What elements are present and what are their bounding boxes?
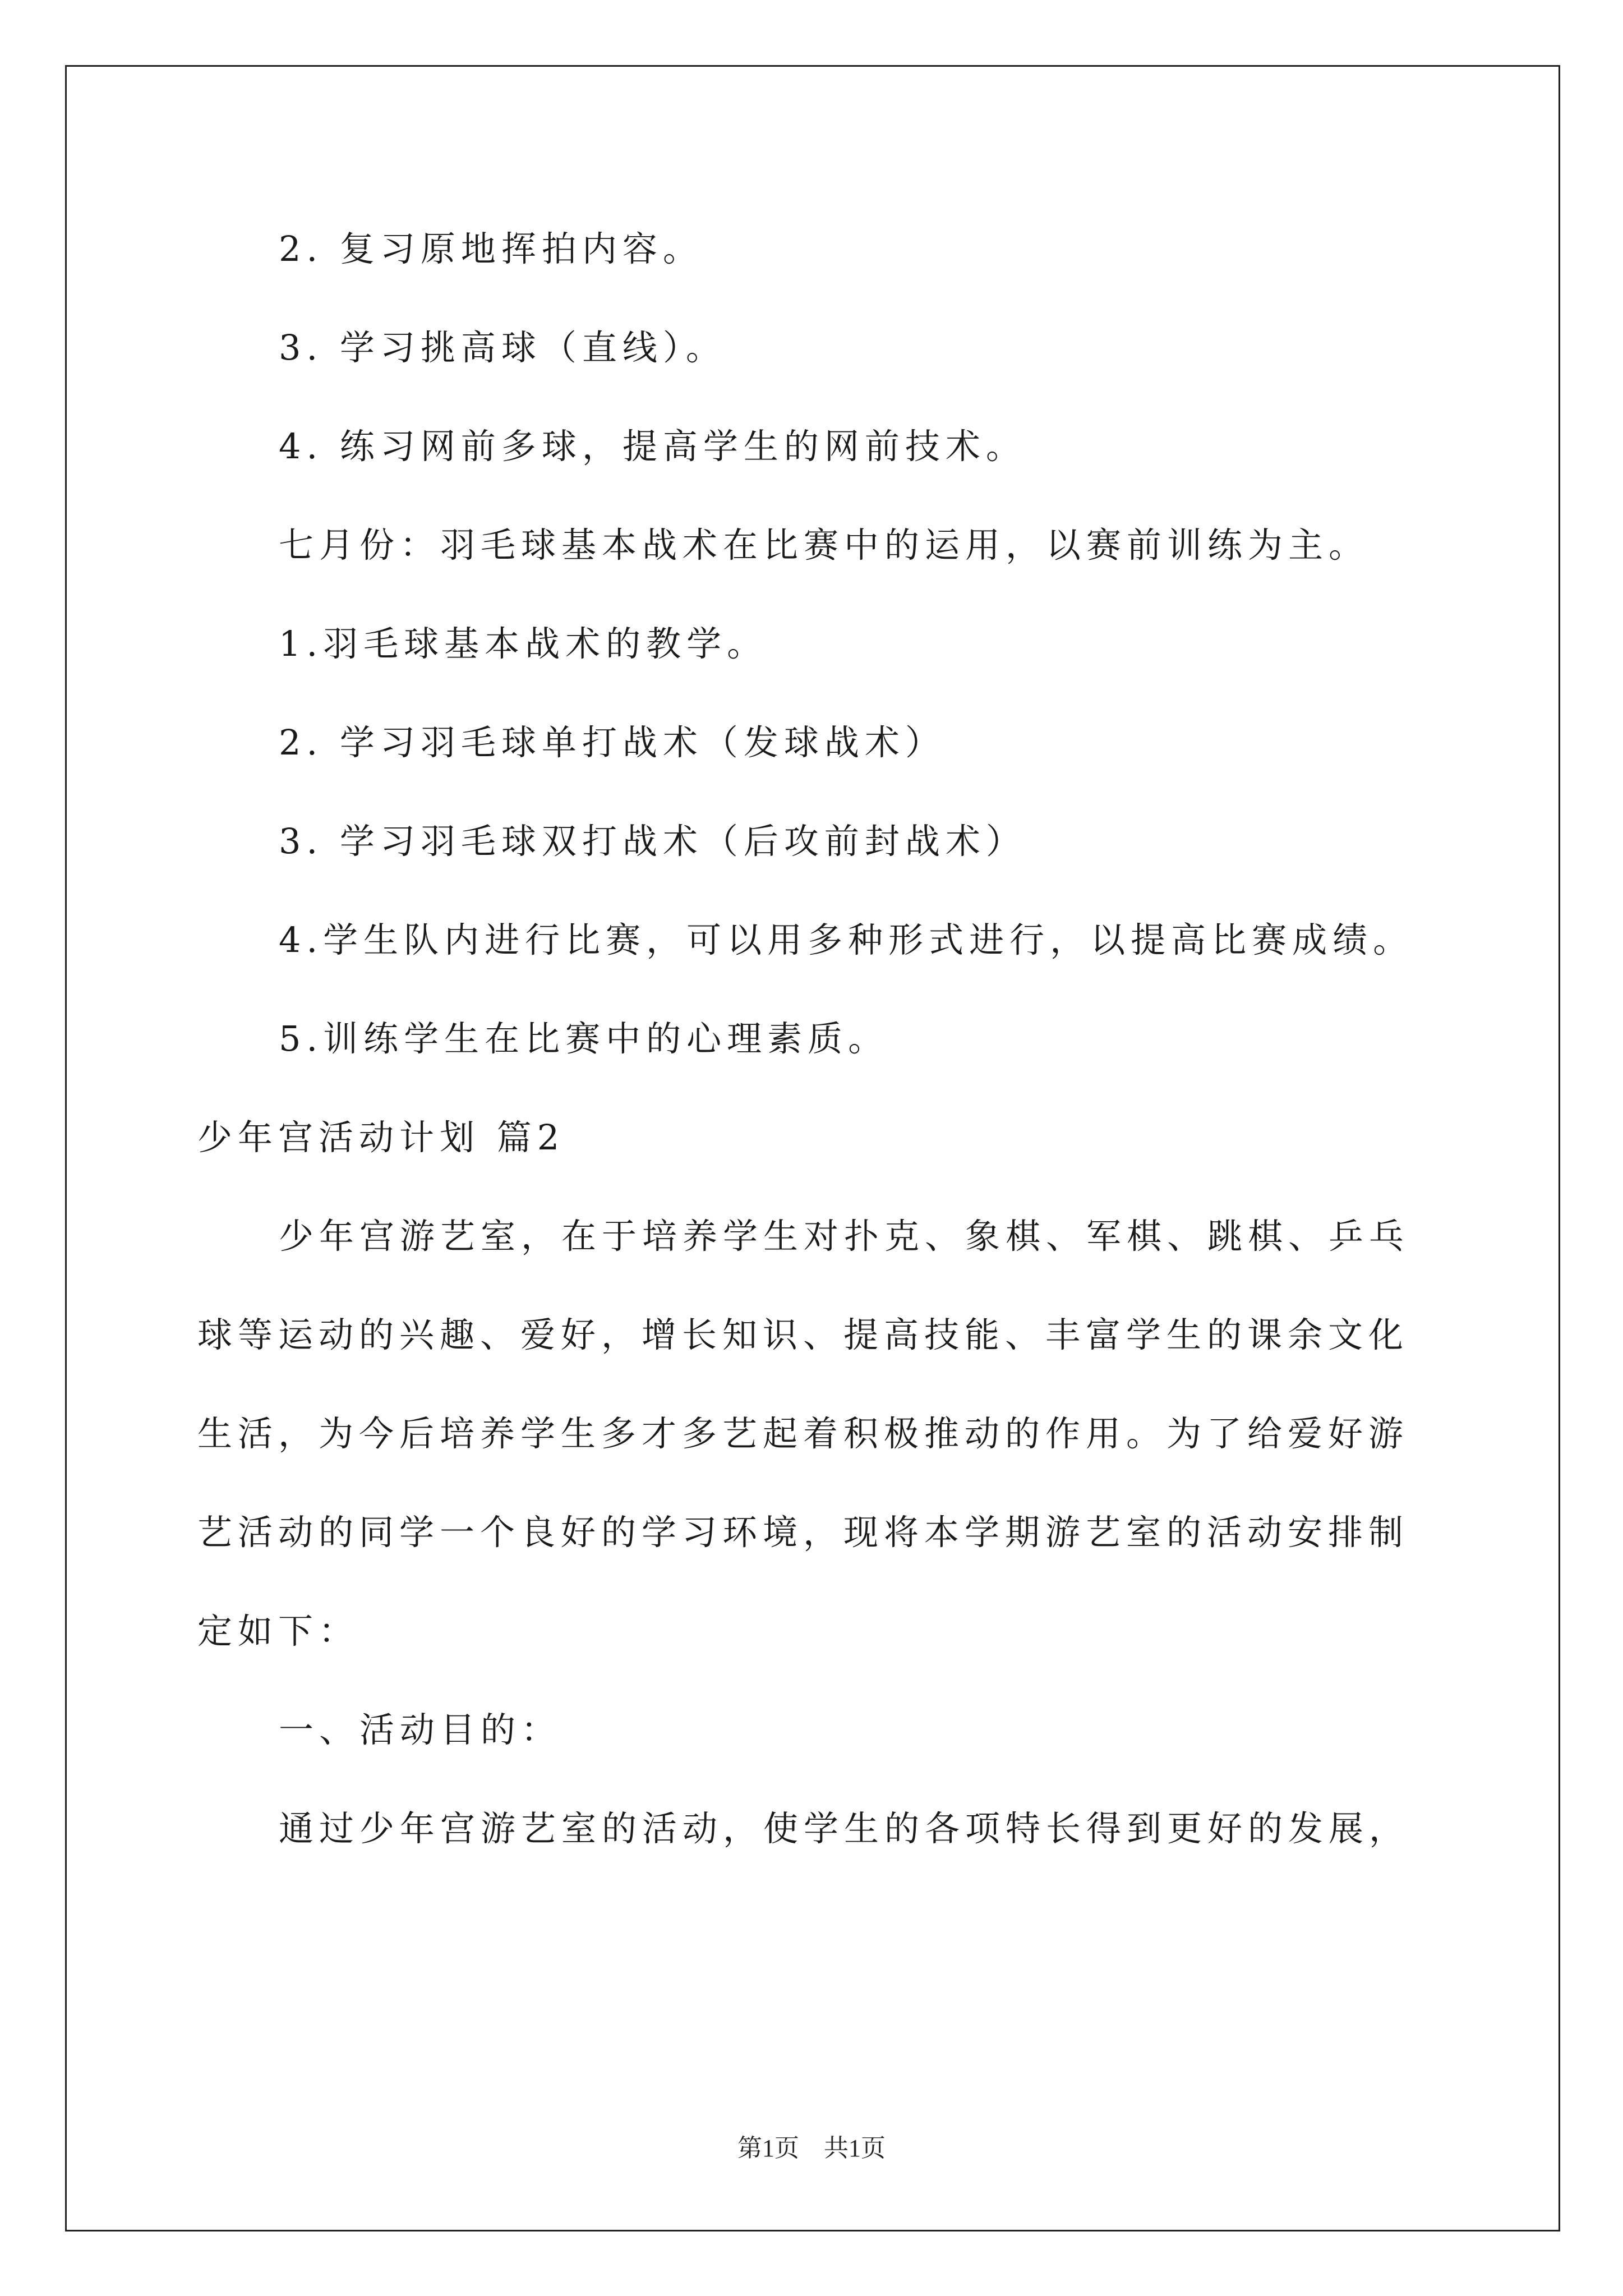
- list-item-tactics-teaching: 1.羽毛球基本战术的教学。: [279, 623, 768, 664]
- page-number-footer: 第1页 共1页: [737, 2134, 886, 2162]
- list-item-review-swing: 2. 复习原地挥拍内容。: [279, 228, 703, 269]
- paragraph-july-plan: 七月份：羽毛球基本战术在比赛中的运用，以赛前训练为主。: [279, 524, 1370, 565]
- paragraph-game-room-line-5: 定如下：: [197, 1611, 359, 1651]
- paragraph-activity-goal: 通过少年宫游艺室的活动，使学生的各项特长得到更好的发展，: [279, 1808, 1410, 1849]
- paragraph-game-room-line-1: 少年宫游艺室，在于培养学生对扑克、象棋、军棋、跳棋、乒乓: [279, 1216, 1410, 1257]
- section-heading-plan-2: 少年宫活动计划 篇2: [197, 1117, 565, 1158]
- list-item-net-practice: 4. 练习网前多球，提高学生的网前技术。: [279, 426, 1026, 467]
- list-item-lob-shot: 3. 学习挑高球（直线）。: [279, 327, 726, 368]
- paragraph-game-room-line-3: 生活，为今后培养学生多才多艺起着积极推动的作用。为了给爱好游: [197, 1413, 1409, 1454]
- list-item-singles-tactics: 2. 学习羽毛球单打战术（发球战术）: [279, 722, 946, 763]
- paragraph-game-room-line-2: 球等运动的兴趣、爱好，增长知识、提高技能、丰富学生的课余文化: [197, 1314, 1409, 1355]
- list-item-team-matches: 4.学生队内进行比赛，可以用多种形式进行，以提高比赛成绩。: [279, 919, 1414, 960]
- paragraph-game-room-line-4: 艺活动的同学一个良好的学习环境，现将本学期游艺室的活动安排制: [197, 1512, 1409, 1553]
- subheading-activity-goal: 一、活动目的：: [279, 1709, 562, 1750]
- list-item-doubles-tactics: 3. 学习羽毛球双打战术（后攻前封战术）: [279, 821, 1026, 862]
- list-item-mental-training: 5.训练学生在比赛中的心理素质。: [279, 1018, 889, 1059]
